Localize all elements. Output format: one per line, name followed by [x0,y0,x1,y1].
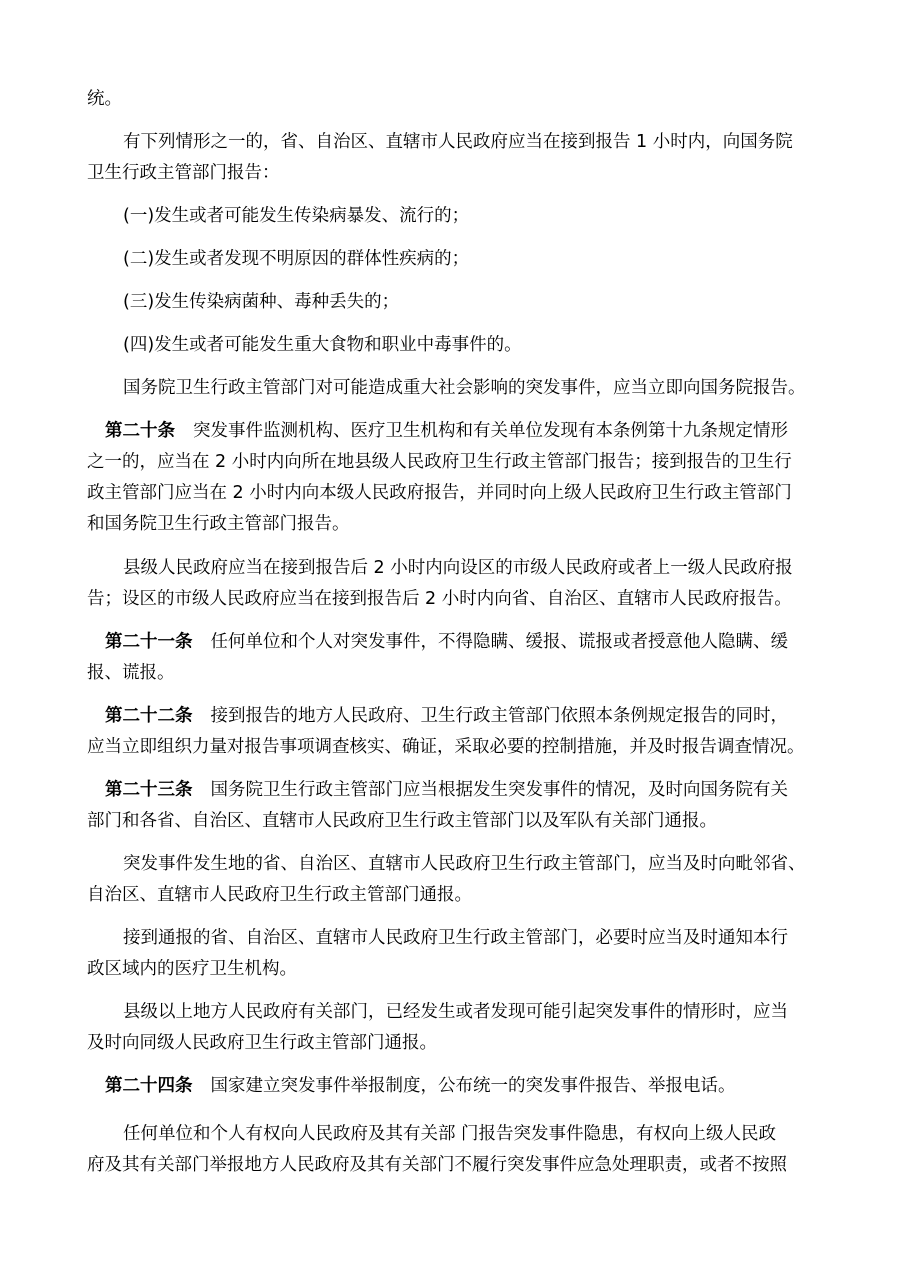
article-number: 第二十条 [105,421,175,441]
text-line: 有下列情形之一的，省、自治区、直辖市人民政府应当在接到报告 1 小时内，向国务院 [123,132,793,152]
paragraph-notify-institutions [87,923,832,985]
text-line: 任何单位和个人对突发事件，不得隐瞒、缓报、谎报或者授意他人隐瞒、缓 [210,632,788,652]
paragraph-county-report [87,553,832,615]
list-item-3 [87,287,832,318]
text-line: 政区域内的医疗卫生机构。 [87,959,297,979]
article-number: 第二十三条 [105,780,193,800]
article-number: 第二十二条 [105,706,193,726]
article-number: 第二十四条 [105,1076,193,1096]
article-23 [87,775,832,837]
list-item-2 [87,244,832,275]
paragraph-department-notify [87,997,832,1059]
paragraph-continuation [87,84,832,115]
article-21 [87,627,832,689]
paragraph-reporting-rights [87,1119,832,1181]
text-line: 县级以上地方人民政府有关部门，已经发生或者发现可能引起突发事件的情形时，应当 [123,1002,788,1022]
article-22 [87,701,832,763]
text-line: 府及其有关部门举报地方人民政府及其有关部门不履行突发事件应急处理职责，或者不按照 [87,1155,787,1175]
text-line: 国家建立突发事件举报制度，公布统一的突发事件报告、举报电话。 [210,1076,736,1096]
article-number: 第二十一条 [105,632,193,652]
list-item-1 [87,201,832,232]
text-line: 部门和各省、自治区、直辖市人民政府卫生行政主管部门以及军队有关部门通报。 [87,811,717,831]
text-line: 之一的，应当在 2 小时内向所在地县级人民政府卫生行政主管部门报告；接到报告的卫生行 [87,452,792,472]
paragraph-neighbor-notify [87,849,832,911]
article-24 [87,1071,832,1102]
text-line: (四)发生或者可能发生重大食物和职业中毒事件的。 [123,335,522,355]
text-line: (三)发生传染病菌种、毒种丢失的； [123,292,400,312]
text-line: 告；设区的市级人民政府应当在接到报告后 2 小时内向省、自治区、直辖市人民政府报告。 [87,589,792,609]
text-line: 接到通报的省、自治区、直辖市人民政府卫生行政主管部门，必要时应当及时通知本行 [123,928,788,948]
text-line: 统。 [87,89,122,109]
paragraph-report-conditions [87,127,832,189]
text-line: 突发事件发生地的省、自治区、直辖市人民政府卫生行政主管部门，应当及时向毗邻省、 [123,854,806,874]
text-line: 和国务院卫生行政主管部门报告。 [87,514,350,534]
text-line: 应当立即组织力量对报告事项调查核实、确证，采取必要的控制措施，并及时报告调查情况。 [87,737,805,757]
text-line: (二)发生或者发现不明原因的群体性疾病的； [123,249,470,269]
text-line: 国务院卫生行政主管部门对可能造成重大社会影响的突发事件，应当立即向国务院报告。 [123,378,806,398]
text-line: 县级人民政府应当在接到报告后 2 小时内向设区的市级人民政府或者上一级人民政府报 [123,558,793,578]
text-line: 突发事件监测机构、医疗卫生机构和有关单位发现有本条例第十九条规定情形 [193,421,788,441]
text-line: 卫生行政主管部门报告： [87,163,280,183]
list-item-4 [87,330,832,361]
text-line: 接到报告的地方人民政府、卫生行政主管部门依照本条例规定报告的同时， [210,706,788,726]
text-line: 报、谎报。 [87,663,175,683]
text-line: 政主管部门应当在 2 小时内向本级人民政府报告，并同时向上级人民政府卫生行政主管部门 [87,483,792,503]
text-line: 国务院卫生行政主管部门应当根据发生突发事件的情况，及时向国务院有关 [210,780,788,800]
text-line: 任何单位和个人有权向人民政府及其有关部 门报告突发事件隐患，有权向上级人民政 [123,1124,777,1144]
text-line: (一)发生或者可能发生传染病暴发、流行的； [123,206,470,226]
article-20 [87,416,832,540]
paragraph-state-council-report [87,373,832,404]
text-line: 及时向同级人民政府卫生行政主管部门通报。 [87,1033,437,1053]
text-line: 自治区、直辖市人民政府卫生行政主管部门通报。 [87,885,472,905]
